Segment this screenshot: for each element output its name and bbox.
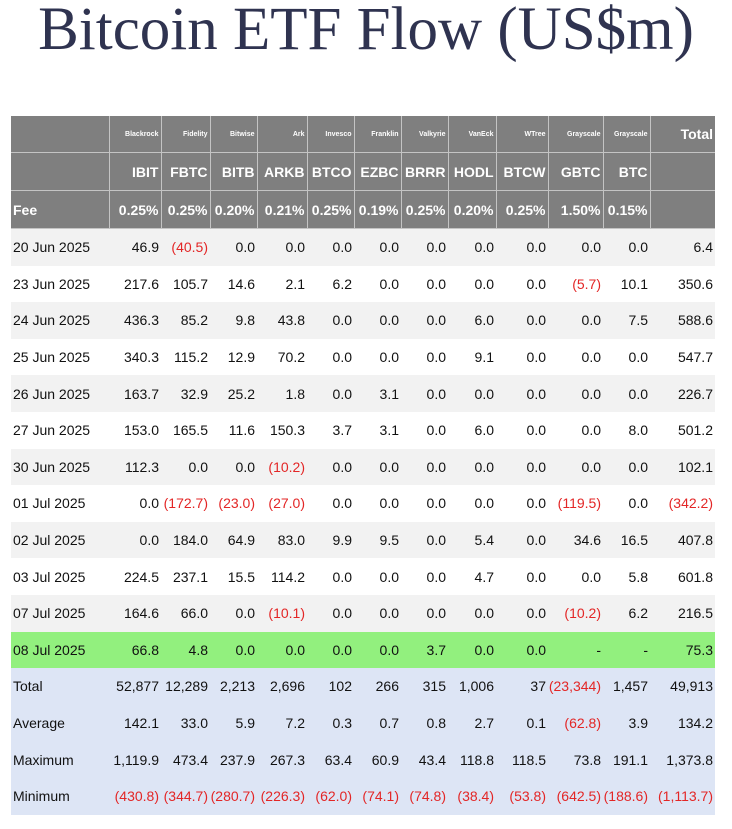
fee-total-cell (650, 191, 715, 229)
flow-value: 0.0 (496, 449, 548, 486)
flow-value: 64.9 (210, 522, 257, 559)
flow-value: 43.8 (257, 302, 307, 339)
row-total: 75.3 (650, 632, 715, 669)
flow-value: (10.2) (548, 595, 603, 632)
table-row (11, 229, 715, 266)
flow-value: 5.4 (448, 522, 496, 559)
flow-value: 0.0 (401, 302, 448, 339)
summary-value: (74.1) (354, 778, 401, 815)
summary-total: 49,913 (650, 668, 715, 705)
ticker-corner-cell (11, 153, 109, 191)
flow-value: 0.0 (548, 412, 603, 449)
flow-value: 14.6 (210, 266, 257, 303)
row-date: 27 Jun 2025 (11, 412, 109, 449)
summary-row (11, 778, 715, 815)
flow-value: 0.0 (496, 229, 548, 266)
flow-value: 0.0 (448, 375, 496, 412)
row-total: 501.2 (650, 412, 715, 449)
flow-value: 0.0 (210, 595, 257, 632)
summary-value: 473.4 (161, 741, 210, 778)
row-date: 23 Jun 2025 (11, 266, 109, 303)
summary-value: 1,119.9 (109, 741, 161, 778)
row-date: 26 Jun 2025 (11, 375, 109, 412)
row-total: 407.8 (650, 522, 715, 559)
flow-value: 9.5 (354, 522, 401, 559)
issuer-label: Fidelity (161, 116, 210, 153)
flow-value: 9.1 (448, 339, 496, 376)
table-row (11, 302, 715, 339)
flow-value: 0.0 (401, 595, 448, 632)
row-date: 20 Jun 2025 (11, 229, 109, 266)
flow-value: 0.0 (354, 595, 401, 632)
flow-value: 0.0 (496, 375, 548, 412)
flow-value: 4.8 (161, 632, 210, 669)
flow-value: 0.0 (307, 632, 354, 669)
fee-row (11, 191, 715, 229)
issuer-label: Blackrock (109, 116, 161, 153)
row-total: 102.1 (650, 449, 715, 486)
summary-value: (38.4) (448, 778, 496, 815)
summary-value: 60.9 (354, 741, 401, 778)
flow-value: 0.0 (548, 449, 603, 486)
flow-value: 66.8 (109, 632, 161, 669)
ticker-label: BTC (603, 153, 650, 191)
flow-value: 0.0 (496, 302, 548, 339)
flow-value: 0.0 (257, 229, 307, 266)
issuer-label: VanEck (448, 116, 496, 153)
flow-value: (27.0) (257, 485, 307, 522)
fee-value: 0.25% (161, 191, 210, 229)
flow-value: 0.0 (401, 558, 448, 595)
summary-value: 7.2 (257, 705, 307, 742)
summary-label: Average (11, 705, 109, 742)
flow-value: 0.0 (109, 485, 161, 522)
fee-value: 0.25% (496, 191, 548, 229)
summary-value: 0.8 (401, 705, 448, 742)
flow-value: (5.7) (548, 266, 603, 303)
fee-value: 0.25% (401, 191, 448, 229)
ticker-label: BTCW (496, 153, 548, 191)
flow-value: 0.0 (448, 229, 496, 266)
issuer-label: Grayscale (548, 116, 603, 153)
flow-value: 0.0 (496, 485, 548, 522)
flow-value: (10.1) (257, 595, 307, 632)
flow-value: 46.9 (109, 229, 161, 266)
issuer-label: Bitwise (210, 116, 257, 153)
issuer-label: Valkyrie (401, 116, 448, 153)
row-total: (342.2) (650, 485, 715, 522)
flow-value: 0.0 (496, 632, 548, 669)
issuer-label: Grayscale (603, 116, 650, 153)
flow-value: 0.0 (603, 485, 650, 522)
flow-value: 5.8 (603, 558, 650, 595)
summary-value: (344.7) (161, 778, 210, 815)
flow-value: 0.0 (548, 558, 603, 595)
table-row (11, 595, 715, 632)
fee-value: 0.20% (448, 191, 496, 229)
flow-value: 25.2 (210, 375, 257, 412)
flow-value: 0.0 (307, 558, 354, 595)
summary-value: 0.3 (307, 705, 354, 742)
flow-value: 0.0 (548, 302, 603, 339)
flow-value: 15.5 (210, 558, 257, 595)
flow-value: 224.5 (109, 558, 161, 595)
summary-total: (1,113.7) (650, 778, 715, 815)
flow-value: (119.5) (548, 485, 603, 522)
flow-value: 66.0 (161, 595, 210, 632)
table-row (11, 632, 715, 669)
flow-value: 0.0 (401, 522, 448, 559)
flow-value: 0.0 (354, 449, 401, 486)
flow-value: 436.3 (109, 302, 161, 339)
flow-value: 165.5 (161, 412, 210, 449)
flow-value: (23.0) (210, 485, 257, 522)
table-row (11, 449, 715, 486)
flow-value: 0.0 (307, 229, 354, 266)
row-date: 24 Jun 2025 (11, 302, 109, 339)
flow-value: 0.0 (496, 595, 548, 632)
summary-value: 191.1 (603, 741, 650, 778)
flow-value: 237.1 (161, 558, 210, 595)
flow-value: 9.8 (210, 302, 257, 339)
row-total: 601.8 (650, 558, 715, 595)
row-total: 547.7 (650, 339, 715, 376)
flow-value: 0.0 (307, 595, 354, 632)
summary-value: 5.9 (210, 705, 257, 742)
flow-value: 0.0 (548, 229, 603, 266)
flow-value: 0.0 (210, 449, 257, 486)
fee-value: 0.25% (307, 191, 354, 229)
flow-value: 164.6 (109, 595, 161, 632)
flow-value: 9.9 (307, 522, 354, 559)
summary-value: 315 (401, 668, 448, 705)
summary-value: (188.6) (603, 778, 650, 815)
flow-value: 70.2 (257, 339, 307, 376)
flow-value: 6.2 (307, 266, 354, 303)
summary-value: 266 (354, 668, 401, 705)
flow-value: 0.0 (496, 522, 548, 559)
page-title: Bitcoin ETF Flow (US$m) (38, 0, 694, 63)
flow-value: 0.0 (401, 229, 448, 266)
row-total: 226.7 (650, 375, 715, 412)
summary-value: (62.0) (307, 778, 354, 815)
flow-value: 184.0 (161, 522, 210, 559)
summary-value: (53.8) (496, 778, 548, 815)
summary-value: 43.4 (401, 741, 448, 778)
table-row (11, 485, 715, 522)
summary-value: 37 (496, 668, 548, 705)
table-row (11, 375, 715, 412)
fee-value: 0.21% (257, 191, 307, 229)
fee-value: 0.25% (109, 191, 161, 229)
summary-value: 1,006 (448, 668, 496, 705)
row-date: 03 Jul 2025 (11, 558, 109, 595)
flow-value: 0.0 (401, 449, 448, 486)
flow-value: - (603, 632, 650, 669)
ticker-label: BITB (210, 153, 257, 191)
row-date: 25 Jun 2025 (11, 339, 109, 376)
flow-value: 4.7 (448, 558, 496, 595)
flow-value: 0.0 (401, 339, 448, 376)
issuer-label: Ark (257, 116, 307, 153)
table-row (11, 522, 715, 559)
flow-value: 0.0 (307, 375, 354, 412)
ticker-label: ARKB (257, 153, 307, 191)
flow-value: - (548, 632, 603, 669)
issuer-label: Franklin (354, 116, 401, 153)
summary-value: (430.8) (109, 778, 161, 815)
flow-value: 0.0 (603, 449, 650, 486)
flow-value: 0.0 (354, 266, 401, 303)
flow-value: 0.0 (603, 229, 650, 266)
flow-value: 7.5 (603, 302, 650, 339)
summary-label: Total (11, 668, 109, 705)
flow-value: 0.0 (448, 632, 496, 669)
summary-value: 63.4 (307, 741, 354, 778)
flow-value: 0.0 (603, 339, 650, 376)
flow-value: 1.8 (257, 375, 307, 412)
flow-value: 0.0 (548, 339, 603, 376)
flow-value: 34.6 (548, 522, 603, 559)
flow-value: 32.9 (161, 375, 210, 412)
flow-value: 3.1 (354, 412, 401, 449)
issuer-label: Invesco (307, 116, 354, 153)
flow-value: 105.7 (161, 266, 210, 303)
summary-value: 2.7 (448, 705, 496, 742)
flow-value: 0.0 (448, 449, 496, 486)
summary-row (11, 741, 715, 778)
flow-value: 12.9 (210, 339, 257, 376)
summary-value: 118.8 (448, 741, 496, 778)
flow-value: (10.2) (257, 449, 307, 486)
total-column-header: Total (650, 116, 715, 153)
flow-value: 0.0 (307, 302, 354, 339)
summary-value: 118.5 (496, 741, 548, 778)
summary-value: (280.7) (210, 778, 257, 815)
flow-value: 0.0 (448, 595, 496, 632)
ticker-total-cell (650, 153, 715, 191)
summary-row (11, 668, 715, 705)
summary-value: 237.9 (210, 741, 257, 778)
summary-value: 0.1 (496, 705, 548, 742)
row-date: 02 Jul 2025 (11, 522, 109, 559)
flow-value: 217.6 (109, 266, 161, 303)
summary-value: 3.9 (603, 705, 650, 742)
flow-value: 0.0 (548, 375, 603, 412)
summary-value: (62.8) (548, 705, 603, 742)
flow-value: 0.0 (257, 632, 307, 669)
flow-value: 0.0 (210, 632, 257, 669)
flow-value: 3.7 (307, 412, 354, 449)
flow-value: 6.2 (603, 595, 650, 632)
flow-value: 10.1 (603, 266, 650, 303)
summary-value: 2,696 (257, 668, 307, 705)
flow-value: 0.0 (354, 632, 401, 669)
flow-value: 0.0 (496, 339, 548, 376)
flow-value: 11.6 (210, 412, 257, 449)
flow-value: 6.0 (448, 412, 496, 449)
summary-total: 134.2 (650, 705, 715, 742)
summary-value: 33.0 (161, 705, 210, 742)
flow-value: 0.0 (307, 449, 354, 486)
fee-label: Fee (11, 191, 109, 229)
fee-value: 0.20% (210, 191, 257, 229)
flow-value: 0.0 (401, 375, 448, 412)
flow-value: 85.2 (161, 302, 210, 339)
flow-value: 6.0 (448, 302, 496, 339)
flow-value: 0.0 (354, 229, 401, 266)
flow-value: 0.0 (354, 558, 401, 595)
flow-value: 0.0 (496, 266, 548, 303)
summary-value: 2,213 (210, 668, 257, 705)
summary-row (11, 705, 715, 742)
summary-total: 1,373.8 (650, 741, 715, 778)
summary-value: (226.3) (257, 778, 307, 815)
flow-value: 115.2 (161, 339, 210, 376)
row-date: 30 Jun 2025 (11, 449, 109, 486)
ticker-label: FBTC (161, 153, 210, 191)
table-row (11, 412, 715, 449)
flow-value: 0.0 (448, 485, 496, 522)
row-date: 01 Jul 2025 (11, 485, 109, 522)
summary-label: Minimum (11, 778, 109, 815)
table-row (11, 339, 715, 376)
flow-value: 0.0 (603, 375, 650, 412)
flow-value: 0.0 (354, 302, 401, 339)
summary-value: 102 (307, 668, 354, 705)
flow-value: 83.0 (257, 522, 307, 559)
summary-value: 142.1 (109, 705, 161, 742)
flow-value: 0.0 (307, 485, 354, 522)
flow-value: 8.0 (603, 412, 650, 449)
flow-value: 0.0 (354, 339, 401, 376)
flow-value: 0.0 (496, 412, 548, 449)
ticker-label: HODL (448, 153, 496, 191)
fee-value: 1.50% (548, 191, 603, 229)
flow-value: (172.7) (161, 485, 210, 522)
flow-value: 0.0 (161, 449, 210, 486)
header-corner-cell (11, 116, 109, 153)
flow-value: 0.0 (210, 229, 257, 266)
flow-value: 153.0 (109, 412, 161, 449)
ticker-label: EZBC (354, 153, 401, 191)
summary-value: 52,877 (109, 668, 161, 705)
header-issuer-row (11, 116, 715, 153)
flow-value: 3.7 (401, 632, 448, 669)
flow-value: 0.0 (109, 522, 161, 559)
issuer-label: WTree (496, 116, 548, 153)
flow-value: 3.1 (354, 375, 401, 412)
row-total: 6.4 (650, 229, 715, 266)
flow-value: 0.0 (401, 266, 448, 303)
fee-value: 0.15% (603, 191, 650, 229)
summary-value: (74.8) (401, 778, 448, 815)
flow-value: 0.0 (496, 558, 548, 595)
flow-value: 114.2 (257, 558, 307, 595)
ticker-label: BTCO (307, 153, 354, 191)
ticker-label: BRRR (401, 153, 448, 191)
summary-value: (23,344) (548, 668, 603, 705)
row-date: 07 Jul 2025 (11, 595, 109, 632)
summary-value: 267.3 (257, 741, 307, 778)
flow-value: 0.0 (401, 412, 448, 449)
summary-label: Maximum (11, 741, 109, 778)
summary-value: (642.5) (548, 778, 603, 815)
etf-flow-table (11, 116, 715, 815)
flow-value: 150.3 (257, 412, 307, 449)
flow-value: 112.3 (109, 449, 161, 486)
row-date: 08 Jul 2025 (11, 632, 109, 669)
flow-value: 0.0 (307, 339, 354, 376)
fee-value: 0.19% (354, 191, 401, 229)
summary-value: 1,457 (603, 668, 650, 705)
row-total: 350.6 (650, 266, 715, 303)
table-row (11, 266, 715, 303)
summary-value: 73.8 (548, 741, 603, 778)
row-total: 588.6 (650, 302, 715, 339)
ticker-label: IBIT (109, 153, 161, 191)
flow-value: 0.0 (401, 485, 448, 522)
flow-value: 340.3 (109, 339, 161, 376)
table-row (11, 558, 715, 595)
flow-value: 0.0 (354, 485, 401, 522)
flow-value: (40.5) (161, 229, 210, 266)
flow-value: 0.0 (448, 266, 496, 303)
summary-value: 12,289 (161, 668, 210, 705)
header-ticker-row (11, 153, 715, 191)
flow-value: 163.7 (109, 375, 161, 412)
flow-value: 16.5 (603, 522, 650, 559)
ticker-label: GBTC (548, 153, 603, 191)
row-total: 216.5 (650, 595, 715, 632)
summary-value: 0.7 (354, 705, 401, 742)
flow-value: 2.1 (257, 266, 307, 303)
